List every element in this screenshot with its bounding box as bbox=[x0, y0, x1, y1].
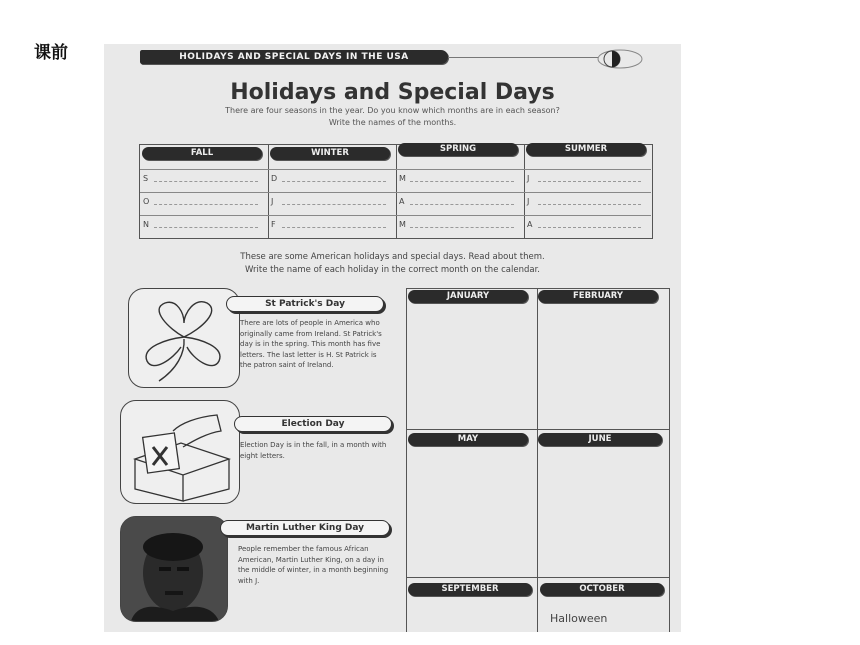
season-cell[interactable] bbox=[268, 192, 396, 210]
season-cell[interactable] bbox=[268, 169, 396, 187]
calendar-cell-may[interactable] bbox=[409, 449, 535, 573]
month-header-february: FEBRUARY bbox=[538, 290, 658, 303]
month-header-october: OCTOBER bbox=[540, 583, 664, 596]
holiday-description-election-day: Election Day is in the fall, in a month with eight letters. bbox=[240, 441, 387, 460]
month-header-january: JANUARY bbox=[408, 290, 528, 303]
corner-label: 课前 bbox=[34, 43, 68, 63]
worksheet bbox=[104, 44, 681, 632]
month-hint: O bbox=[143, 197, 150, 206]
portrait-photo bbox=[121, 517, 227, 621]
shamrock-icon bbox=[129, 289, 239, 387]
ballot-box-picture bbox=[120, 400, 240, 504]
subtitle-line-2: Write the names of the months. bbox=[328, 118, 457, 127]
holiday-title-st-patricks: St Patrick's Day bbox=[226, 296, 384, 312]
season-column-summer bbox=[524, 145, 651, 238]
month-hint: A bbox=[399, 197, 405, 206]
month-hint: J bbox=[271, 197, 274, 206]
header-banner: HOLIDAYS AND SPECIAL DAYS IN THE USA bbox=[140, 50, 448, 64]
calendar-grid bbox=[406, 288, 670, 632]
month-hint: J bbox=[527, 197, 530, 206]
ballot-box-icon bbox=[121, 401, 239, 503]
season-cell[interactable] bbox=[140, 192, 268, 210]
october-note: Halloween bbox=[550, 612, 608, 625]
portrait-picture bbox=[120, 516, 228, 622]
month-hint: J bbox=[527, 174, 530, 183]
calendar-cell-january[interactable] bbox=[409, 307, 535, 425]
season-column-spring bbox=[396, 145, 525, 238]
calendar-cell-february[interactable] bbox=[541, 307, 667, 425]
season-cell[interactable] bbox=[396, 169, 524, 187]
month-hint: M bbox=[399, 220, 406, 229]
calendar-cell-september[interactable] bbox=[409, 595, 535, 632]
month-header-june: JUNE bbox=[538, 433, 662, 446]
month-hint: M bbox=[399, 174, 406, 183]
month-hint: N bbox=[143, 220, 149, 229]
season-cell[interactable] bbox=[524, 192, 651, 210]
month-header-may: MAY bbox=[408, 433, 528, 446]
intro-line-1: These are some American holidays and special days. Read about them. bbox=[240, 252, 545, 262]
season-header-winter: WINTER bbox=[270, 147, 390, 160]
season-cell[interactable] bbox=[396, 215, 524, 233]
season-cell[interactable] bbox=[524, 215, 651, 233]
holiday-description-mlk-day: People remember the famous African American, Martin Luther King, on a day in the middle of winter, in a month beginning with J. bbox=[238, 545, 389, 585]
season-header-fall: FALL bbox=[142, 147, 262, 160]
shamrock-picture bbox=[128, 288, 240, 388]
subtitle-line-1: There are four seasons in the year. Do you know which months are in each season? bbox=[225, 106, 560, 115]
holiday-title-mlk-day: Martin Luther King Day bbox=[220, 520, 390, 536]
intro-line-2: Write the name of each holiday in the correct month on the calendar. bbox=[244, 265, 541, 275]
calendar-cell-june[interactable] bbox=[541, 449, 667, 573]
season-header-summer: SUMMER bbox=[526, 143, 646, 156]
moon-icon bbox=[596, 48, 646, 74]
month-hint: F bbox=[271, 220, 276, 229]
season-cell[interactable] bbox=[524, 169, 651, 187]
season-cell[interactable] bbox=[268, 215, 396, 233]
holiday-title-election-day: Election Day bbox=[234, 416, 392, 432]
month-hint: D bbox=[271, 174, 278, 183]
season-cell[interactable] bbox=[140, 215, 268, 233]
page-title: Holidays and Special Days bbox=[230, 80, 555, 105]
month-hint: S bbox=[143, 174, 149, 183]
season-cell[interactable] bbox=[140, 169, 268, 187]
season-header-spring: SPRING bbox=[398, 143, 518, 156]
header-rule bbox=[448, 57, 598, 58]
month-hint: A bbox=[527, 220, 533, 229]
holiday-description-st-patricks: There are lots of people in America who originally came from Ireland. St Patrick's day is in the spring. This month has five letters. The last letter is H. St Patrick is the patron saint of Ireland. bbox=[240, 319, 382, 369]
season-cell[interactable] bbox=[396, 192, 524, 210]
month-header-september: SEPTEMBER bbox=[408, 583, 532, 596]
